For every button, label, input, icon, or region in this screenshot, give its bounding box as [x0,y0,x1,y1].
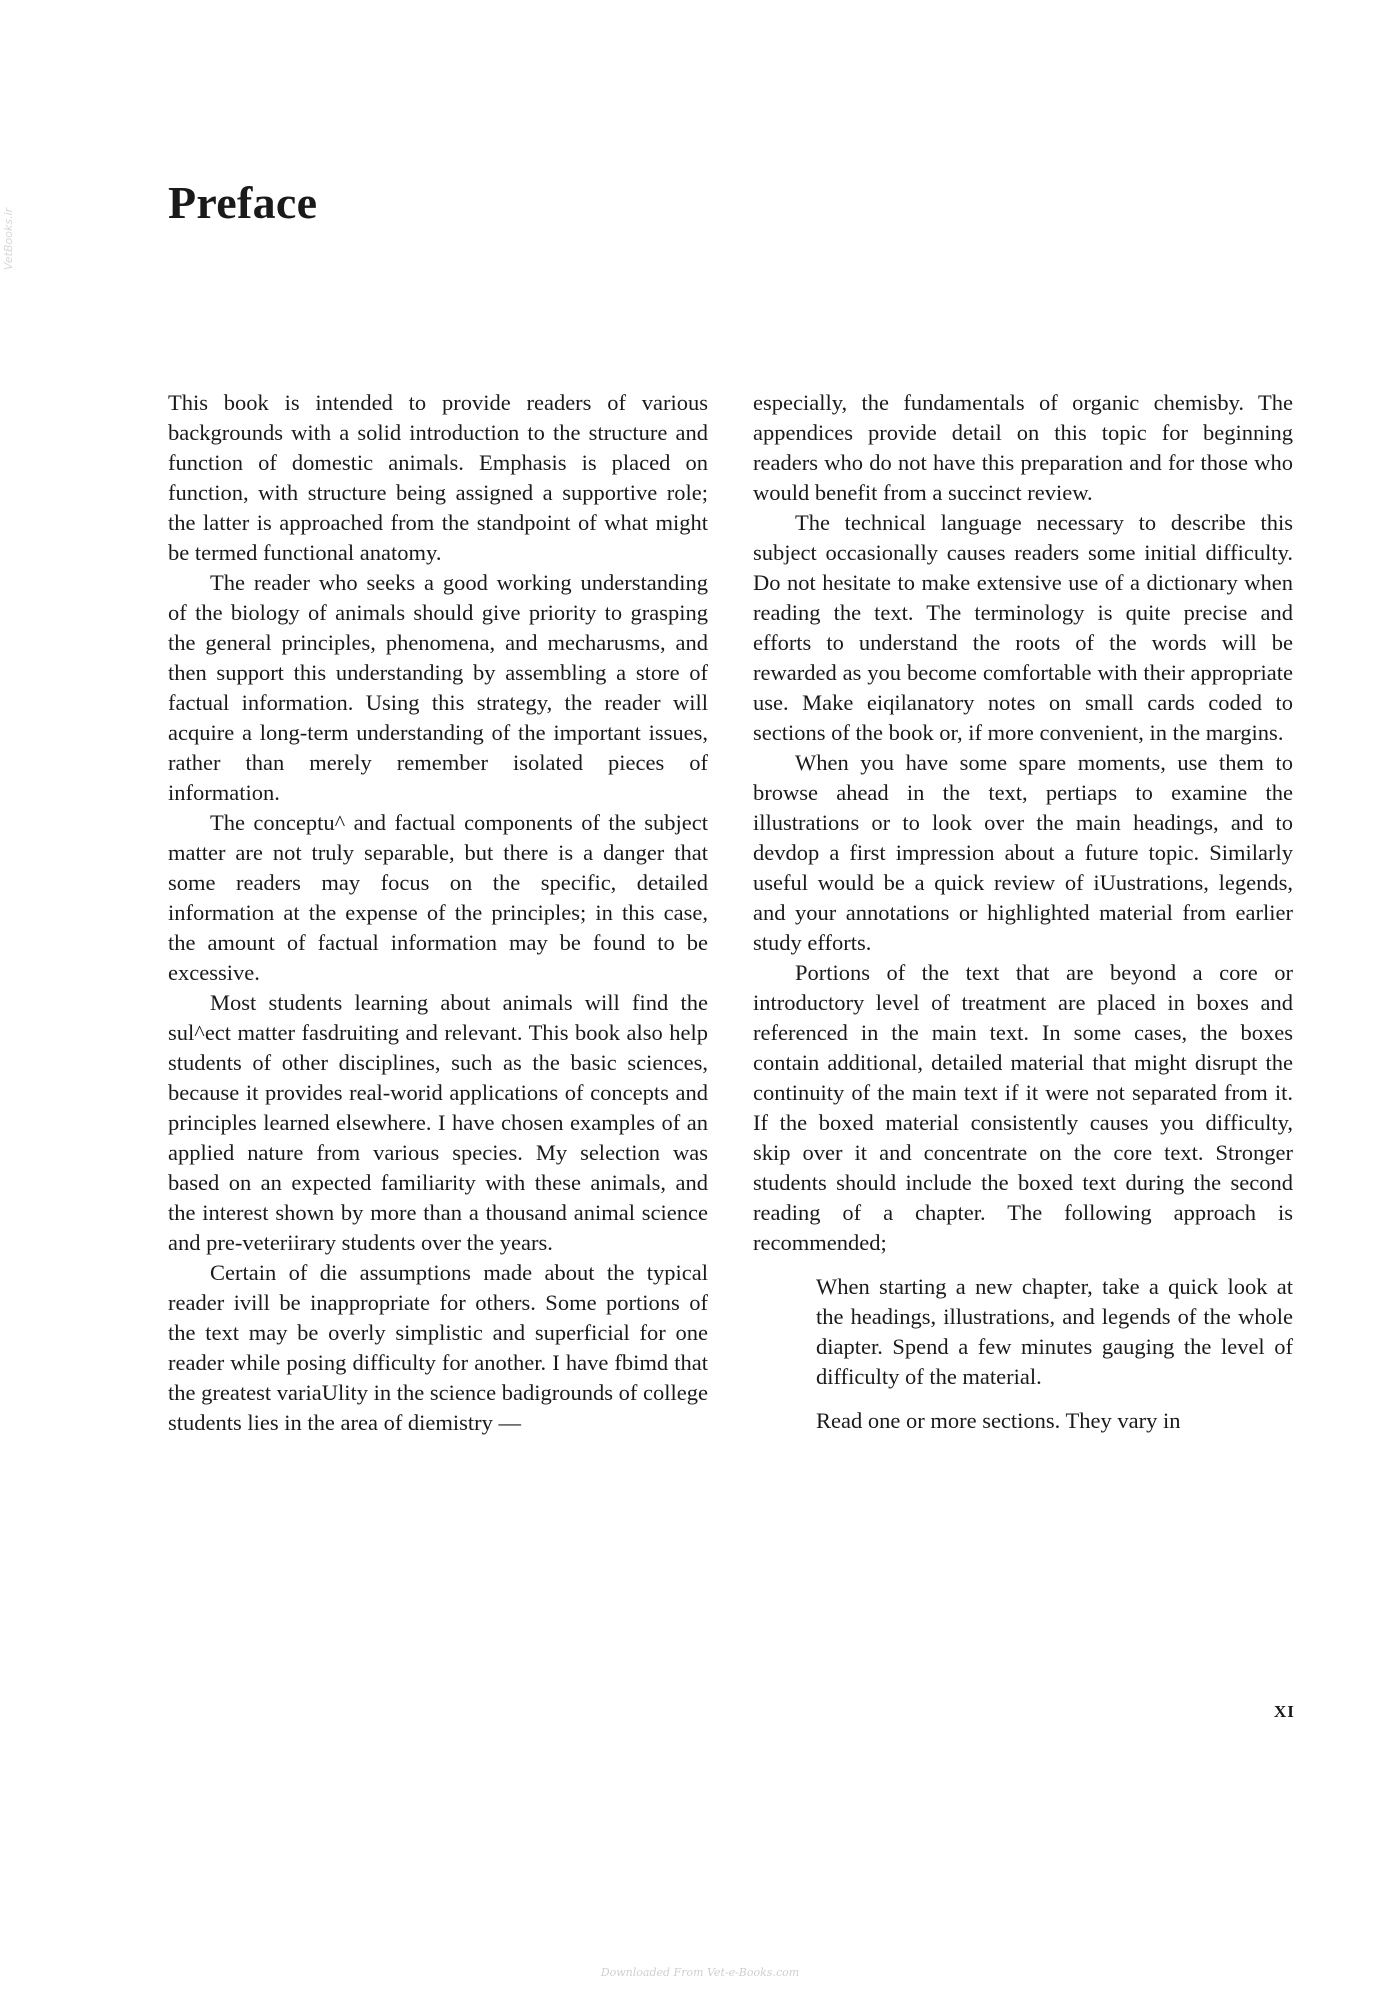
approach-step-2: Read one or more sections. They vary in [816,1408,1181,1433]
paragraph-boxes: Portions of the text that are beyond a core or introductory level of treatment are placed in boxes and referenced in the main text. In some cases, the boxes contain additional, detailed material that might disrupt the continuity of the main text if it were not separated from it. If the boxed material consistently causes you difficulty, skip over it and concentrate on the core text. Stronger students should include the boxed text during the second reading of a chapter. The following approach is recommended; [753,960,1293,1255]
paragraph-intro: This book is intended to provide readers of various backgrounds with a solid introduction to the structure and function of domestic animals. Emphasis is placed on function, with structure being assigned a supportive role; the latter is approached from the standpoint of what might be termed functional anatomy. [168,390,708,565]
paragraph-components: The conceptu^ and factual components of the subject matter are not truly separable, but there is a danger that some readers may focus on the specific, detailed information at the expense of the principles; in this case, the amount of factual information may be found to be excessive. [168,810,708,985]
approach-step-1: When starting a new chapter, take a quick look at the headings, illustrations, and legends of the whole diapter. Spend a few minutes gauging the level of difficulty of the material. [816,1274,1293,1389]
side-watermark: VetBooks.ir [2,207,15,270]
paragraph-assumptions: Certain of die assumptions made about the typical reader ivill be inappropriate for others. Some portions of the text may be overly simplistic and superficial for one reader while posing difficulty for another. I have fbimd that the greatest variaUlity in the science badigrounds of college students lies in the area of diemistry — [168,1260,708,1435]
paragraph-chemistry-continued: especially, the fundamentals of organic chemisby. The appendices provide detail on this topic for beginning readers who do not have this preparation and for those who would benefit from a succinct review. [753,390,1293,505]
paragraph-students: Most students learning about animals will find the sul^ect matter fasdruiting and relevant. This book also help students of other disciplines, such as the basic sciences, because it provides real-worid applications of concepts and principles learned elsewhere. I have chosen examples of an applied nature from various species. My selection was based on an expected familiarity with these animals, and the interest shown by more than a thousand animal science and pre-veteriirary students over the years. [168,990,708,1255]
paragraph-principles: The reader who seeks a good working understanding of the biology of animals should give priority to grasping the general principles, phenomena, and mecharusms, and then support this understanding by assembling a store of factual information. Using this strategy, the reader will acquire a long-term understanding of the important issues, rather than merely remember isolated pieces of information. [168,570,708,805]
bottom-watermark: Downloaded From Vet-e-Books.com [600,1966,800,1979]
right-column [753,388,1293,1436]
page-title: Preface [168,177,318,228]
left-column [168,388,708,1438]
paragraph-terminology: The technical language necessary to describe this subject occasionally causes readers some initial difficulty. Do not hesitate to make extensive use of a dictionary when reading the text. The terminology is quite precise and efforts to understand the roots of the words will be rewarded as you become comfortable with their appropriate use. Make eiqilanatory notes on small cards coded to sections of the book or, if more convenient, in the margins. [753,510,1293,745]
page-number: XI [1274,1702,1295,1721]
paragraph-browse: When you have some spare moments, use them to browse ahead in the text, pertiaps to examine the illustrations or to look over the main headings, and to devdop a first impression about a future topic. Similarly useful would be a quick review of iUustrations, legends, and your annotations or highlighted material from earlier study efforts. [753,750,1293,955]
